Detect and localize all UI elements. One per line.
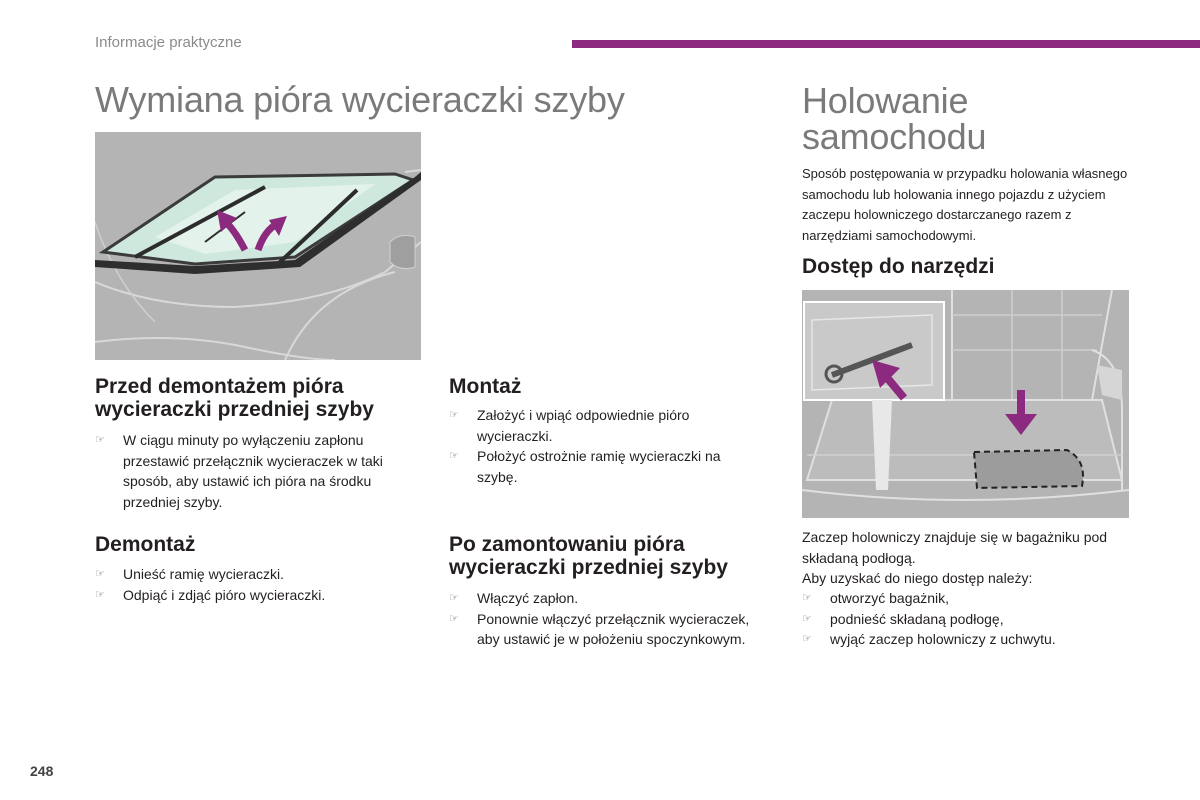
pointing-hand-icon: ☞ xyxy=(802,592,812,604)
pointing-hand-icon: ☞ xyxy=(802,633,812,645)
pointing-hand-icon: ☞ xyxy=(449,592,459,604)
towing-title-line2: samochodu xyxy=(802,116,987,157)
page-title-wiper: Wymiana pióra wycieraczki szyby xyxy=(95,79,625,120)
list-item: ☞ Włączyć zapłon. xyxy=(449,588,759,609)
list-item: ☞ Ponownie włączyć przełącznik wycieraczek, aby ustawić je w położeniu spoczynkowym. xyxy=(449,610,750,647)
towing-title-line1: Holowanie xyxy=(802,80,969,121)
list-item: ☞ otworzyć bagażnik, xyxy=(802,588,1142,609)
list-removal xyxy=(95,564,425,605)
list-item: ☞ W ciągu minuty po wyłączeniu zapłonu przestawić przełącznik wycieraczek w taki sposób, aby ustawić ich pióra na środku przedniej szyby. xyxy=(95,432,383,510)
pointing-hand-icon: ☞ xyxy=(802,612,812,625)
list-item: ☞ Założyć i wpiąć odpowiednie pióro wycieraczki. xyxy=(449,407,690,444)
list-item: ☞ podnieść składaną podłogę, xyxy=(802,609,1142,630)
list-before-removal xyxy=(95,430,425,512)
heading-mounting: Montaż xyxy=(449,375,522,398)
tow-hook-location-text: Zaczep holowniczy znajduje się w bagażniku pod składaną podłogą. xyxy=(802,529,1108,566)
list-after-mounting xyxy=(449,588,759,650)
pointing-hand-icon: ☞ xyxy=(95,588,105,601)
pointing-hand-icon: ☞ xyxy=(95,568,105,580)
pointing-hand-icon: ☞ xyxy=(449,612,459,625)
page-number: 248 xyxy=(30,763,54,779)
trunk-tow-hook-illustration xyxy=(802,290,1129,518)
section-accent-bar xyxy=(572,40,1200,48)
tow-hook-access-text: Aby uzyskać do niego dostęp należy: xyxy=(802,570,1033,586)
heading-removal: Demontaż xyxy=(95,533,196,556)
pointing-hand-icon: ☞ xyxy=(95,434,105,446)
list-item: ☞ Położyć ostrożnie ramię wycieraczki na szybę. xyxy=(449,448,721,485)
heading-tools-access: Dostęp do narzędzi xyxy=(802,255,995,278)
list-item: ☞ wyjąć zaczep holowniczy z uchwytu. xyxy=(802,629,1142,650)
list-mounting xyxy=(449,405,759,487)
heading-after-mounting: Po zamontowaniu pióra wycieraczki przedniej szyby xyxy=(449,533,728,579)
list-item: ☞ Unieść ramię wycieraczki. xyxy=(95,564,425,585)
windshield-wiper-illustration xyxy=(95,132,421,360)
list-item: ☞ Odpiąć i zdjąć pióro wycieraczki. xyxy=(95,585,425,606)
pointing-hand-icon: ☞ xyxy=(449,450,459,462)
towing-intro: Sposób postępowania w przypadku holowania własnego samochodu lub holowania innego pojazdu z użyciem zaczepu holowniczego dostarczanego razem z narzędziami samochodowymi. xyxy=(802,166,1128,243)
heading-before-removal: Przed demontażem pióra wycieraczki przedniej szyby xyxy=(95,375,374,421)
pointing-hand-icon: ☞ xyxy=(449,409,459,421)
page-title-towing xyxy=(802,80,987,157)
list-tow-hook-steps xyxy=(802,588,1142,650)
section-label: Informacje praktyczne xyxy=(95,34,242,51)
